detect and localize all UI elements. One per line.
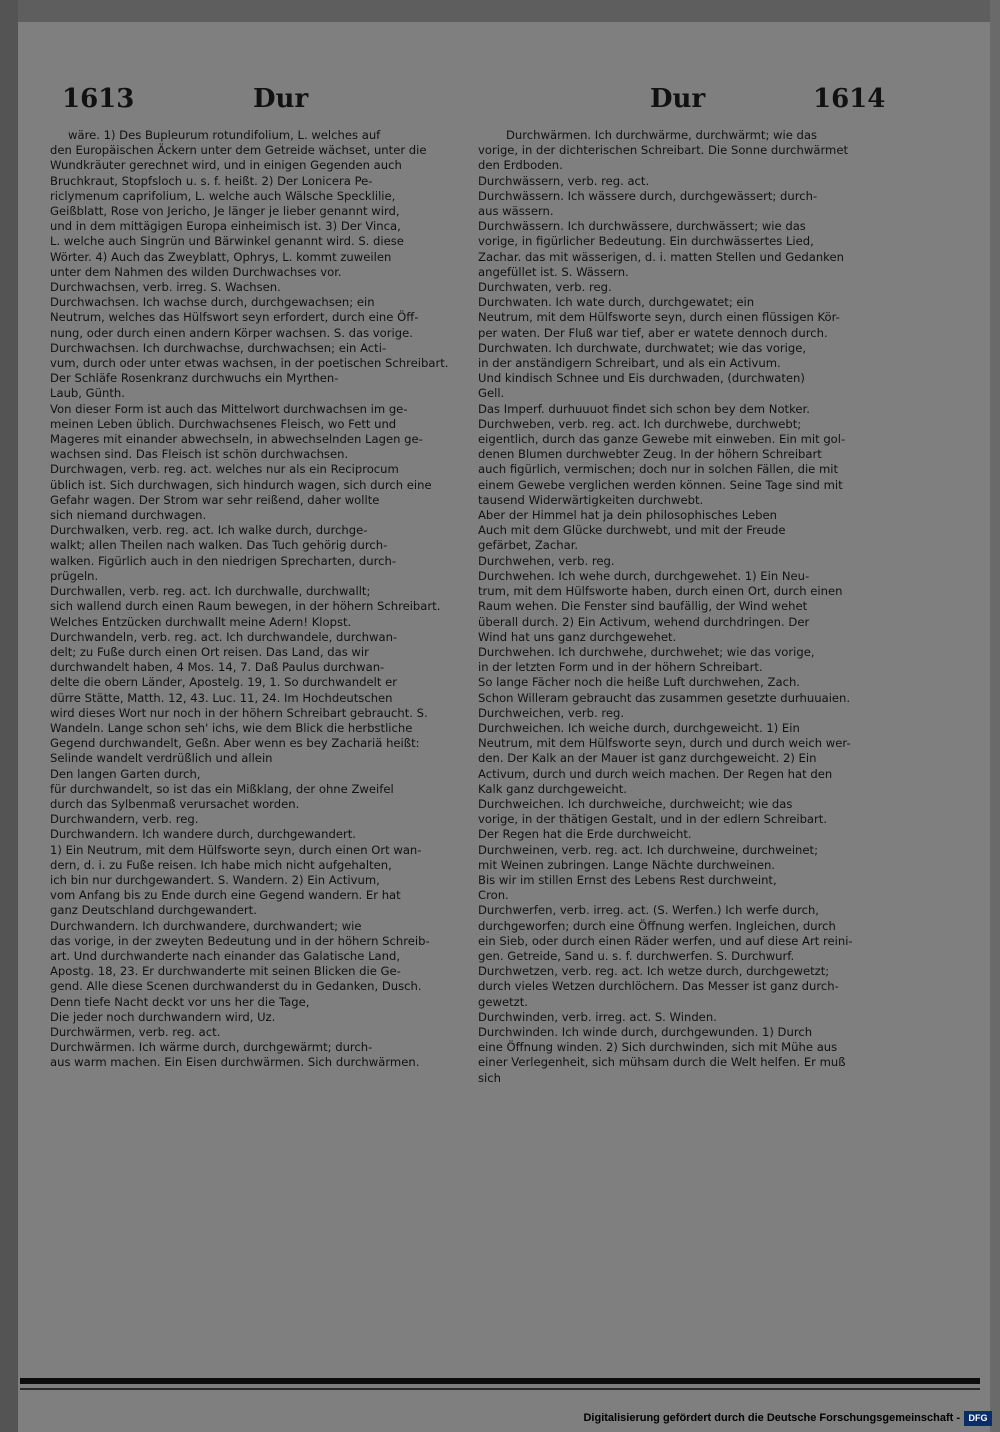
text-line: einer Verlegenheit, sich mühsam durch die Welt helfen. Er muß [478, 1055, 846, 1070]
text-line: durch das Sylbenmaß verursachet worden. [50, 796, 300, 811]
text-line: unter dem Nahmen des wilden Durchwachses vor. [50, 264, 342, 279]
text-line: meinen Leben üblich. Durchwachsenes Fleisch, wo Fett und [50, 416, 397, 431]
text-line: sich wallend durch einen Raum bewegen, in der höhern Schreibart. [50, 599, 441, 614]
text-line: Durchwallen, verb. reg. act. Ich durchwalle, durchwallt; [50, 584, 371, 599]
text-line: durchwandelt haben, 4 Mos. 14, 7. Daß Paulus durchwan- [50, 660, 385, 675]
text-line: Mageres mit einander abwechseln, in abwechselnden Lagen ge- [50, 432, 423, 447]
right-column [478, 128, 888, 1086]
text-line: Durchwehen. Ich wehe durch, durchgewehet. 1) Ein Neu- [478, 568, 810, 583]
text-line: Auch mit dem Glücke durchwebt, und mit der Freude [478, 523, 786, 538]
text-line: Wörter. 4) Auch das Zweyblatt, Ophrys, L. kommt zuweilen [50, 249, 392, 264]
text-line: Durchwandeln, verb. reg. act. Ich durchwandele, durchwan- [50, 629, 398, 644]
text-line: art. Und durchwanderte nach einander das Galatische Land, [50, 948, 401, 963]
running-headword-left: Dur [253, 84, 309, 114]
text-line: mit Weinen zubringen. Lange Nächte durchweinen. [478, 857, 775, 872]
text-line: trum, mit dem Hülfsworte haben, durch einen Ort, durch einen [478, 584, 843, 599]
text-line: Durchweichen. Ich durchweiche, durchweicht; wie das [478, 796, 793, 811]
text-line: sich [478, 1070, 501, 1085]
text-line: gewetzt. [478, 994, 528, 1009]
dfg-logo: DFG [964, 1411, 992, 1426]
bottom-rule-thin [20, 1388, 980, 1390]
text-line: vum, durch oder unter etwas wachsen, in der poetischen Schreibart. [50, 356, 449, 371]
text-line: Durchwalken, verb. reg. act. Ich walke durch, durchge- [50, 523, 368, 538]
footer-text: Digitalisierung gefördert durch die Deutsche Forschungsgemeinschaft - [583, 1412, 960, 1424]
text-line: durchgeworfen; durch eine Öffnung werfen. Ingleichen, durch [478, 918, 836, 933]
footer-credit [583, 1410, 960, 1426]
text-line: ein Sieb, oder durch einen Räder werfen, und auf diese Art reini- [478, 933, 853, 948]
text-line: Neutrum, welches das Hülfswort seyn erfordert, durch eine Öff- [50, 310, 419, 325]
page-header [38, 84, 928, 124]
text-line: vorige, in der thätigen Gestalt, und in der edlern Schreibart. [478, 812, 828, 827]
text-line: den Erdboden. [478, 158, 563, 173]
text-line: nung, oder durch einen andern Körper wachsen. S. das vorige. [50, 325, 413, 340]
text-line: Durchwässern. Ich wässere durch, durchgewässert; durch- [478, 188, 818, 203]
text-line: Bis wir im stillen Ernst des Lebens Rest durchweint, [478, 872, 777, 887]
text-line: Selinde wandelt verdrüßlich und allein [50, 751, 273, 766]
scan-edge-right [990, 0, 1000, 1432]
text-line: Durchwachsen. Ich durchwachse, durchwachsen; ein Acti- [50, 340, 387, 355]
text-line: gen. Getreide, Sand u. s. f. durchwerfen. S. Durchwurf. [478, 948, 795, 963]
text-line: Geißblatt, Rose von Jericho, Je länger je lieber genannt wird, [50, 204, 400, 219]
text-line: wird dieses Wort nur noch in der höhern Schreibart gebraucht. S. [50, 705, 428, 720]
text-line: Durchwärmen. Ich wärme durch, durchgewärmt; durch- [50, 1040, 373, 1055]
text-line: 1) Ein Neutrum, mit dem Hülfsworte seyn, durch einen Ort wan- [50, 842, 422, 857]
text-line: aus wässern. [478, 204, 554, 219]
text-line: Kalk ganz durchgeweicht. [478, 781, 627, 796]
text-line: Durchwandern, verb. reg. [50, 812, 199, 827]
text-line: Activum, durch und durch weich machen. Der Regen hat den [478, 766, 833, 781]
text-line: Von dieser Form ist auch das Mittelwort durchwachsen im ge- [50, 401, 408, 416]
text-line: Wandeln. Lange schon seh' ichs, wie dem Blick die herbstliche [50, 720, 413, 735]
text-line: einem Gewebe verglichen werden können. Seine Tage sind mit [478, 477, 843, 492]
text-line: üblich ist. Sich durchwagen, sich hindurch wagen, sich durch eine [50, 477, 432, 492]
text-line: Bruchkraut, Stopfsloch u. s. f. heißt. 2) Der Lonicera Pe- [50, 173, 373, 188]
text-line: delt; zu Fuße durch einen Ort reisen. Das Land, das wir [50, 644, 369, 659]
text-line: Neutrum, mit dem Hülfsworte seyn, durch und durch weich wer- [478, 736, 851, 751]
text-line: L. welche auch Singrün und Bärwinkel genannt wird. S. diese [50, 234, 404, 249]
text-line: per waten. Der Fluß war tief, aber er watete dennoch durch. [478, 325, 828, 340]
scan-edge-top [0, 0, 1000, 22]
text-line: Durchweben, verb. reg. act. Ich durchwebe, durchwebt; [478, 416, 802, 431]
text-line: angefüllet ist. S. Wässern. [478, 264, 629, 279]
text-line: dürre Stätte, Matth. 12, 43. Luc. 11, 24. Im Hochdeutschen [50, 690, 393, 705]
text-line: Der Schläfe Rosenkranz durchwuchs ein Myrthen- [50, 371, 339, 386]
text-line: überall durch. 2) Ein Activum, wehend durchdringen. Der [478, 614, 810, 629]
text-line: Durchwandern. Ich wandere durch, durchgewandert. [50, 827, 356, 842]
text-line: Durchweichen. Ich weiche durch, durchgeweicht. 1) Ein [478, 720, 800, 735]
text-line: wäre. 1) Des Bupleurum rotundifolium, L. welches auf [68, 128, 381, 142]
page-number-left: 1613 [62, 84, 135, 114]
text-line: delte die obern Länder, Apostelg. 19, 1. So durchwandelt er [50, 675, 397, 690]
text-line: riclymenum caprifolium, L. welche auch Wälsche Specklilie, [50, 188, 396, 203]
text-line: in der anständigern Schreibart, und als ein Activum. [478, 356, 781, 371]
bottom-rule [20, 1378, 980, 1384]
text-line: Welches Entzücken durchwallt meine Adern! Klopst. [50, 614, 352, 629]
text-line: Denn tiefe Nacht deckt vor uns her die Tage, [50, 994, 310, 1009]
text-line: Schon Willeram gebraucht das zusammen gesetzte durhuuaien. [478, 690, 851, 705]
text-line: Durchwaten, verb. reg. [478, 280, 612, 295]
text-line: den Europäischen Äckern unter dem Getreide wächset, unter die [50, 143, 427, 158]
text-line: Aber der Himmel hat ja dein philosophisches Leben [478, 508, 777, 523]
text-line: ganz Deutschland durchgewandert. [50, 903, 257, 918]
text-line: vom Anfang bis zu Ende durch eine Gegend wandern. Er hat [50, 888, 401, 903]
text-line: wachsen sind. Das Fleisch ist schön durchwachsen. [50, 447, 349, 462]
text-line: prügeln. [50, 568, 99, 583]
text-line: Den langen Garten durch, [50, 766, 201, 781]
text-line: vorige, in figürlicher Bedeutung. Ein durchwässertes Lied, [478, 234, 814, 249]
text-line: Durchwaten. Ich durchwate, durchwatet; wie das vorige, [478, 340, 807, 355]
text-line: Durchwagen, verb. reg. act. welches nur als ein Reciprocum [50, 462, 399, 477]
text-line: eine Öffnung winden. 2) Sich durchwinden, sich mit Mühe aus [478, 1040, 838, 1055]
text-line: Durchwaten. Ich wate durch, durchgewatet; ein [478, 295, 755, 310]
text-line: Raum wehen. Die Fenster sind baufällig, der Wind wehet [478, 599, 808, 614]
text-line: Laub, Günth. [50, 386, 125, 401]
text-line: walkt; allen Theilen nach walken. Das Tuch gehörig durch- [50, 538, 388, 553]
text-line: Durchweichen, verb. reg. [478, 705, 625, 720]
text-line: Durchwässern. Ich durchwässere, durchwässert; wie das [478, 219, 806, 234]
text-line: vorige, in der dichterischen Schreibart. Die Sonne durchwärmet [478, 143, 848, 158]
text-line: Durchwehen, verb. reg. [478, 553, 615, 568]
text-line: Gell. [478, 386, 505, 401]
text-line: Die jeder noch durchwandern wird, Uz. [50, 1009, 276, 1024]
text-line: gefärbet, Zachar. [478, 538, 579, 553]
text-line: Durchwandern. Ich durchwandere, durchwandert; wie [50, 918, 362, 933]
scan-edge-left [0, 0, 18, 1432]
text-line: tausend Widerwärtigkeiten durchwebt. [478, 492, 704, 507]
text-line: So lange Fächer noch die heiße Luft durchwehen, Zach. [478, 675, 800, 690]
text-line: aus warm machen. Ein Eisen durchwärmen. Sich durchwärmen. [50, 1055, 420, 1070]
text-line: Neutrum, mit dem Hülfsworte seyn, durch einen flüssigen Kör- [478, 310, 840, 325]
text-line: für durchwandelt, so ist das ein Mißklang, der ohne Zweifel [50, 781, 394, 796]
text-line: Durchweinen, verb. reg. act. Ich durchweine, durchweinet; [478, 842, 818, 857]
dictionary-page [38, 78, 928, 1398]
text-line: Wind hat uns ganz durchgewehet. [478, 629, 677, 644]
text-line: Gegend durchwandelt, Geßn. Aber wenn es bey Zachariä heißt: [50, 736, 420, 751]
left-column [50, 128, 460, 1071]
text-line: Durchwachsen, verb. irreg. S. Wachsen. [50, 280, 281, 295]
text-line: Und kindisch Schnee und Eis durchwaden, (durchwaten) [478, 371, 805, 386]
text-line: das vorige, in der zweyten Bedeutung und in der höhern Schreib- [50, 933, 430, 948]
text-line: Durchwehen. Ich durchwehe, durchwehet; wie das vorige, [478, 644, 815, 659]
text-line: Das Imperf. durhuuuot findet sich schon bey dem Notker. [478, 401, 810, 416]
text-line: Durchwärmen, verb. reg. act. [50, 1024, 221, 1039]
text-line: dern, d. i. zu Fuße reisen. Ich habe mich nicht aufgehalten, [50, 857, 392, 872]
text-line: Durchwachsen. Ich wachse durch, durchgewachsen; ein [50, 295, 375, 310]
text-line: gend. Alle diese Scenen durchwanderst du in Gedanken, Dusch. [50, 979, 422, 994]
text-line: Durchwärmen. Ich durchwärme, durchwärmt; wie das [506, 128, 818, 142]
text-line: denen Blumen durchwebter Zeug. In der höhern Schreibart [478, 447, 822, 462]
text-line: sich niemand durchwagen. [50, 508, 207, 523]
running-headword-right: Dur [650, 84, 706, 114]
text-line: Apostg. 18, 23. Er durchwanderte mit seinen Blicken die Ge- [50, 964, 401, 979]
text-line: Durchwinden. Ich winde durch, durchgewunden. 1) Durch [478, 1024, 813, 1039]
page-number-right: 1614 [813, 84, 886, 114]
text-line: walken. Figürlich auch in den niedrigen Sprecharten, durch- [50, 553, 397, 568]
text-line: und in dem mittägigen Europa einheimisch ist. 3) Der Vinca, [50, 219, 401, 234]
text-line: Der Regen hat die Erde durchweicht. [478, 827, 692, 842]
text-line: Durchwässern, verb. reg. act. [478, 173, 650, 188]
text-line: Cron. [478, 888, 509, 903]
text-line: in der letzten Form und in der höhern Schreibart. [478, 660, 763, 675]
text-line: Durchwetzen, verb. reg. act. Ich wetze durch, durchgewetzt; [478, 964, 830, 979]
text-line: Durchwinden, verb. irreg. act. S. Winden. [478, 1009, 717, 1024]
text-line: eigentlich, durch das ganze Gewebe mit einweben. Ein mit gol- [478, 432, 846, 447]
text-line: auch figürlich, vermischen; doch nur in solchen Fällen, die mit [478, 462, 839, 477]
text-line: Gefahr wagen. Der Strom war sehr reißend, daher wollte [50, 492, 380, 507]
text-line: Zachar. das mit wässerigen, d. i. matten Stellen und Gedanken [478, 249, 844, 264]
text-line: Wundkräuter gerechnet wird, und in einigen Gegenden auch [50, 158, 402, 173]
text-line: ich bin nur durchgewandert. S. Wandern. 2) Ein Activum, [50, 872, 380, 887]
text-line: den. Der Kalk an der Mauer ist ganz durchgeweicht. 2) Ein [478, 751, 817, 766]
text-line: durch vieles Wetzen durchlöchern. Das Messer ist ganz durch- [478, 979, 839, 994]
text-line: Durchwerfen, verb. irreg. act. (S. Werfen.) Ich werfe durch, [478, 903, 819, 918]
